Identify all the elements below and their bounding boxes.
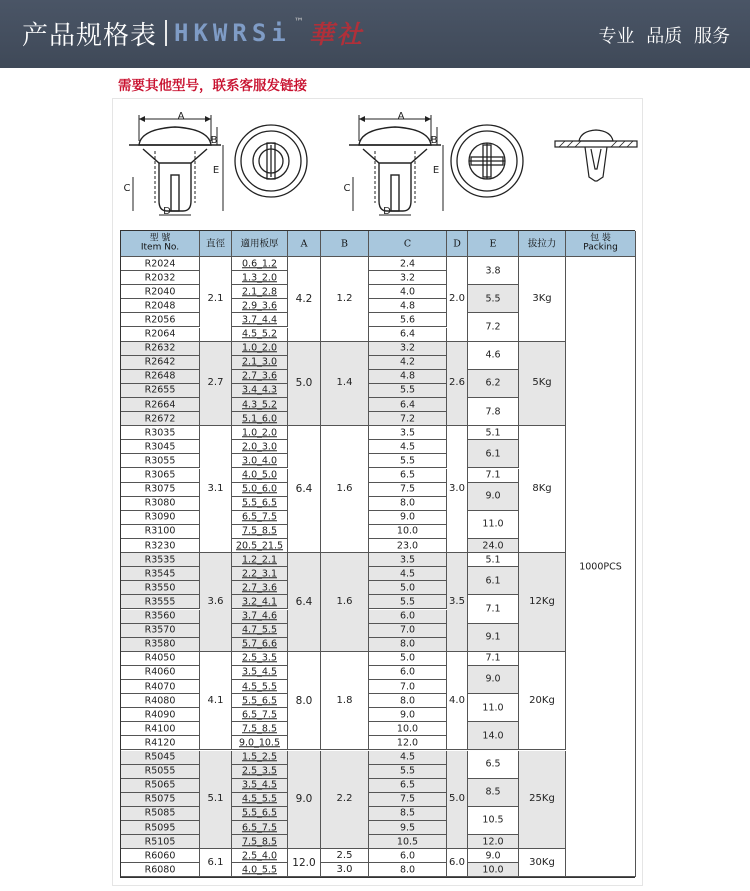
item-number-cell: R2032 <box>121 271 200 285</box>
a-cell: 6.4 <box>288 426 321 553</box>
brand-logo-text: HKWRSi <box>174 19 291 47</box>
thickness-cell: 3.0_4.0 <box>232 454 288 468</box>
header-d: D <box>447 231 468 257</box>
dim-label-e-1: E <box>212 165 220 176</box>
c-cell: 2.4 <box>369 257 447 271</box>
header-banner <box>0 0 750 68</box>
installed-view-diagram <box>553 125 639 187</box>
c-cell: 4.5 <box>369 751 447 765</box>
e-cell: 7.1 <box>468 595 519 623</box>
d-cell: 5.0 <box>447 751 468 850</box>
b-cell: 1.8 <box>321 652 369 751</box>
item-number-cell: R2024 <box>121 257 200 271</box>
item-number-cell: R6080 <box>121 863 200 877</box>
item-number-cell: R5085 <box>121 807 200 821</box>
b-cell: 1.4 <box>321 342 369 427</box>
header-slogan: 专业 品质 服务 <box>598 26 730 47</box>
item-number-cell: R3555 <box>121 595 200 609</box>
thickness-cell: 4.5_5.5 <box>232 680 288 694</box>
thickness-cell: 7.5_8.5 <box>232 525 288 539</box>
c-cell: 7.2 <box>369 412 447 426</box>
force-cell: 3Kg <box>519 257 566 342</box>
d-cell: 6.0 <box>447 849 468 877</box>
c-cell: 5.5 <box>369 384 447 398</box>
d-cell: 4.0 <box>447 652 468 751</box>
diameter-cell: 5.1 <box>200 751 232 850</box>
c-cell: 23.0 <box>369 539 447 553</box>
dim-label-c-2: C <box>343 183 351 194</box>
thickness-cell: 6.5_7.5 <box>232 708 288 722</box>
dim-label-c-1: C <box>123 183 131 194</box>
item-number-cell: R4120 <box>121 736 200 750</box>
c-cell: 6.0 <box>369 666 447 680</box>
item-number-cell: R6060 <box>121 849 200 863</box>
item-number-cell: R2632 <box>121 342 200 356</box>
e-cell: 4.6 <box>468 342 519 370</box>
header-brand <box>22 15 365 51</box>
e-cell: 24.0 <box>468 539 519 553</box>
e-cell: 9.0 <box>468 483 519 511</box>
force-cell: 12Kg <box>519 553 566 652</box>
d-cell: 2.6 <box>447 342 468 427</box>
item-number-cell: R5045 <box>121 751 200 765</box>
packing-cell: 1000PCS <box>566 257 636 877</box>
c-cell: 8.5 <box>369 807 447 821</box>
item-number-cell: R2040 <box>121 285 200 299</box>
c-cell: 8.0 <box>369 497 447 511</box>
brand-logo-chinese: 華社 <box>308 20 365 49</box>
thickness-cell: 2.2_3.1 <box>232 567 288 581</box>
item-number-cell: R2648 <box>121 370 200 384</box>
item-number-cell: R4050 <box>121 652 200 666</box>
c-cell: 3.2 <box>369 342 447 356</box>
thickness-cell: 4.0_5.5 <box>232 863 288 877</box>
e-cell: 5.1 <box>468 553 519 567</box>
a-cell: 9.0 <box>288 751 321 850</box>
c-cell: 4.5 <box>369 567 447 581</box>
e-cell: 10.5 <box>468 807 519 835</box>
diameter-cell: 3.1 <box>200 426 232 553</box>
c-cell: 5.5 <box>369 454 447 468</box>
e-cell: 14.0 <box>468 722 519 750</box>
item-number-cell: R3545 <box>121 567 200 581</box>
dim-label-a-1: A <box>177 111 185 122</box>
thickness-cell: 6.5_7.5 <box>232 821 288 835</box>
item-number-cell: R3580 <box>121 638 200 652</box>
force-cell: 20Kg <box>519 652 566 751</box>
header-a: A <box>288 231 321 257</box>
thickness-cell: 4.5_5.5 <box>232 793 288 807</box>
thickness-cell: 3.7_4.4 <box>232 313 288 327</box>
thickness-cell: 1.0_2.0 <box>232 426 288 440</box>
header-pack-en: Packing <box>583 242 618 253</box>
e-cell: 11.0 <box>468 694 519 722</box>
thickness-cell: 5.7_6.6 <box>232 638 288 652</box>
thickness-cell: 20.5_21.5 <box>232 539 288 553</box>
thickness-cell: 3.5_4.5 <box>232 779 288 793</box>
item-number-cell: R2048 <box>121 299 200 313</box>
item-number-cell: R3090 <box>121 511 200 525</box>
thickness-cell: 2.5_3.5 <box>232 652 288 666</box>
thickness-cell: 2.7_3.6 <box>232 581 288 595</box>
header-item-cn: 型 號 <box>149 233 171 244</box>
c-cell: 9.0 <box>369 511 447 525</box>
c-cell: 9.0 <box>369 708 447 722</box>
b-cell: 1.2 <box>321 257 369 342</box>
c-cell: 7.5 <box>369 483 447 497</box>
a-cell: 6.4 <box>288 553 321 652</box>
item-number-cell: R4070 <box>121 680 200 694</box>
force-cell: 30Kg <box>519 849 566 877</box>
b-cell: 3.0 <box>321 863 369 877</box>
thickness-cell: 2.5_4.0 <box>232 849 288 863</box>
item-number-cell: R2064 <box>121 328 200 342</box>
header-c: C <box>369 231 447 257</box>
c-cell: 10.0 <box>369 525 447 539</box>
e-cell: 5.1 <box>468 426 519 440</box>
dim-label-d-1: D <box>163 206 171 217</box>
e-cell: 6.2 <box>468 370 519 398</box>
item-number-cell: R3065 <box>121 469 200 483</box>
dim-label-b-1: B <box>210 135 218 146</box>
thickness-cell: 6.5_7.5 <box>232 511 288 525</box>
item-number-cell: R4090 <box>121 708 200 722</box>
c-cell: 5.5 <box>369 765 447 779</box>
b-cell: 1.6 <box>321 553 369 652</box>
top-view-diagram-2 <box>447 121 527 201</box>
b-cell: 2.5 <box>321 849 369 863</box>
e-cell: 10.0 <box>468 863 519 877</box>
item-number-cell: R3100 <box>121 525 200 539</box>
diameter-cell: 2.1 <box>200 257 232 342</box>
d-cell: 3.5 <box>447 553 468 652</box>
c-cell: 6.5 <box>369 469 447 483</box>
c-cell: 6.4 <box>369 328 447 342</box>
force-cell: 5Kg <box>519 342 566 427</box>
thickness-cell: 1.2_2.1 <box>232 553 288 567</box>
e-cell: 7.8 <box>468 398 519 426</box>
e-cell: 6.1 <box>468 440 519 468</box>
item-number-cell: R4100 <box>121 722 200 736</box>
header-item-en: Item No. <box>140 242 180 253</box>
c-cell: 5.6 <box>369 313 447 327</box>
item-number-cell: R3075 <box>121 483 200 497</box>
thickness-cell: 2.7_3.6 <box>232 370 288 384</box>
c-cell: 10.0 <box>369 722 447 736</box>
dim-label-e-2: E <box>432 165 440 176</box>
header-b: B <box>321 231 369 257</box>
thickness-cell: 5.5_6.5 <box>232 694 288 708</box>
thickness-cell: 1.5_2.5 <box>232 751 288 765</box>
d-cell: 3.0 <box>447 426 468 553</box>
c-cell: 4.5 <box>369 440 447 454</box>
title-divider <box>165 20 167 46</box>
item-number-cell: R3035 <box>121 426 200 440</box>
a-cell: 12.0 <box>288 849 321 877</box>
d-cell: 2.0 <box>447 257 468 342</box>
thickness-cell: 4.0_5.0 <box>232 469 288 483</box>
diameter-cell: 6.1 <box>200 849 232 877</box>
item-number-cell: R4060 <box>121 666 200 680</box>
e-cell: 11.0 <box>468 511 519 539</box>
c-cell: 6.4 <box>369 398 447 412</box>
c-cell: 6.0 <box>369 849 447 863</box>
c-cell: 3.5 <box>369 553 447 567</box>
item-number-cell: R2664 <box>121 398 200 412</box>
thickness-cell: 3.7_4.6 <box>232 610 288 624</box>
thickness-cell: 5.5_6.5 <box>232 807 288 821</box>
b-cell: 1.6 <box>321 426 369 553</box>
c-cell: 4.8 <box>369 299 447 313</box>
diameter-cell: 3.6 <box>200 553 232 652</box>
thickness-cell: 2.5_3.5 <box>232 765 288 779</box>
diameter-cell: 4.1 <box>200 652 232 751</box>
thickness-cell: 1.3_2.0 <box>232 271 288 285</box>
thickness-cell: 3.2_4.1 <box>232 595 288 609</box>
a-cell: 4.2 <box>288 257 321 342</box>
c-cell: 6.0 <box>369 610 447 624</box>
thickness-cell: 3.4_4.3 <box>232 384 288 398</box>
item-number-cell: R2655 <box>121 384 200 398</box>
thickness-cell: 0.6_1.2 <box>232 257 288 271</box>
c-cell: 3.5 <box>369 426 447 440</box>
thickness-cell: 7.5_8.5 <box>232 835 288 849</box>
thickness-cell: 9.0_10.5 <box>232 736 288 750</box>
c-cell: 4.0 <box>369 285 447 299</box>
page-title: 产品规格表 <box>22 20 158 51</box>
spec-sheet <box>112 98 643 886</box>
thickness-cell: 5.5_6.5 <box>232 497 288 511</box>
top-view-diagram-1 <box>231 121 311 201</box>
item-number-cell: R3055 <box>121 454 200 468</box>
e-cell: 7.1 <box>468 469 519 483</box>
thickness-cell: 4.7_5.5 <box>232 624 288 638</box>
c-cell: 5.0 <box>369 581 447 595</box>
e-cell: 7.1 <box>468 652 519 666</box>
a-cell: 5.0 <box>288 342 321 427</box>
item-number-cell: R3080 <box>121 497 200 511</box>
c-cell: 5.0 <box>369 652 447 666</box>
spec-table <box>120 230 635 878</box>
e-cell: 9.0 <box>468 849 519 863</box>
header-force: 拔拉力 <box>519 231 566 257</box>
item-number-cell: R2672 <box>121 412 200 426</box>
dim-label-b-2: B <box>430 135 438 146</box>
e-cell: 6.5 <box>468 751 519 779</box>
c-cell: 3.2 <box>369 271 447 285</box>
item-number-cell: R3570 <box>121 624 200 638</box>
c-cell: 7.5 <box>369 793 447 807</box>
thickness-cell: 4.3_5.2 <box>232 398 288 412</box>
c-cell: 5.5 <box>369 595 447 609</box>
c-cell: 7.0 <box>369 624 447 638</box>
thickness-cell: 3.5_4.5 <box>232 666 288 680</box>
side-view-diagram-1 <box>121 107 231 219</box>
a-cell: 8.0 <box>288 652 321 751</box>
b-cell: 2.2 <box>321 751 369 850</box>
c-cell: 12.0 <box>369 736 447 750</box>
thickness-cell: 5.0_6.0 <box>232 483 288 497</box>
e-cell: 9.1 <box>468 624 519 652</box>
header-pack <box>566 231 636 257</box>
c-cell: 8.0 <box>369 863 447 877</box>
item-number-cell: R3550 <box>121 581 200 595</box>
item-number-cell: R4080 <box>121 694 200 708</box>
header-thickness: 適用板厚 <box>232 231 288 257</box>
contact-notice: 需要其他型号，联系客服发链接 <box>118 78 307 94</box>
item-number-cell: R2056 <box>121 313 200 327</box>
c-cell: 4.2 <box>369 356 447 370</box>
header-item <box>121 231 200 257</box>
thickness-cell: 4.5_5.2 <box>232 328 288 342</box>
c-cell: 4.8 <box>369 370 447 384</box>
force-cell: 8Kg <box>519 426 566 553</box>
c-cell: 9.5 <box>369 821 447 835</box>
c-cell: 8.0 <box>369 694 447 708</box>
e-cell: 12.0 <box>468 835 519 849</box>
thickness-cell: 2.0_3.0 <box>232 440 288 454</box>
thickness-cell: 2.9_3.6 <box>232 299 288 313</box>
item-number-cell: R3535 <box>121 553 200 567</box>
c-cell: 6.5 <box>369 779 447 793</box>
dim-label-a-2: A <box>397 111 405 122</box>
item-number-cell: R2642 <box>121 356 200 370</box>
item-number-cell: R3045 <box>121 440 200 454</box>
e-cell: 8.5 <box>468 779 519 807</box>
trademark-mark: ™ <box>293 17 304 28</box>
item-number-cell: R5105 <box>121 835 200 849</box>
item-number-cell: R3230 <box>121 539 200 553</box>
e-cell: 3.8 <box>468 257 519 285</box>
item-number-cell: R5095 <box>121 821 200 835</box>
dim-label-d-2: D <box>383 206 391 217</box>
header-e: E <box>468 231 519 257</box>
item-number-cell: R5055 <box>121 765 200 779</box>
thickness-cell: 5.1_6.0 <box>232 412 288 426</box>
force-cell: 25Kg <box>519 751 566 850</box>
item-number-cell: R5075 <box>121 793 200 807</box>
diameter-cell: 2.7 <box>200 342 232 427</box>
e-cell: 5.5 <box>468 285 519 313</box>
header-diameter: 直徑 <box>200 231 232 257</box>
header-pack-cn: 包 裝 <box>590 233 611 244</box>
c-cell: 10.5 <box>369 835 447 849</box>
side-view-diagram-2 <box>341 107 451 219</box>
thickness-cell: 2.1_2.8 <box>232 285 288 299</box>
c-cell: 7.0 <box>369 680 447 694</box>
e-cell: 9.0 <box>468 666 519 694</box>
e-cell: 6.1 <box>468 567 519 595</box>
item-number-cell: R3560 <box>121 610 200 624</box>
thickness-cell: 2.1_3.0 <box>232 356 288 370</box>
item-number-cell: R5065 <box>121 779 200 793</box>
c-cell: 8.0 <box>369 638 447 652</box>
thickness-cell: 7.5_8.5 <box>232 722 288 736</box>
e-cell: 7.2 <box>468 313 519 341</box>
thickness-cell: 1.0_2.0 <box>232 342 288 356</box>
